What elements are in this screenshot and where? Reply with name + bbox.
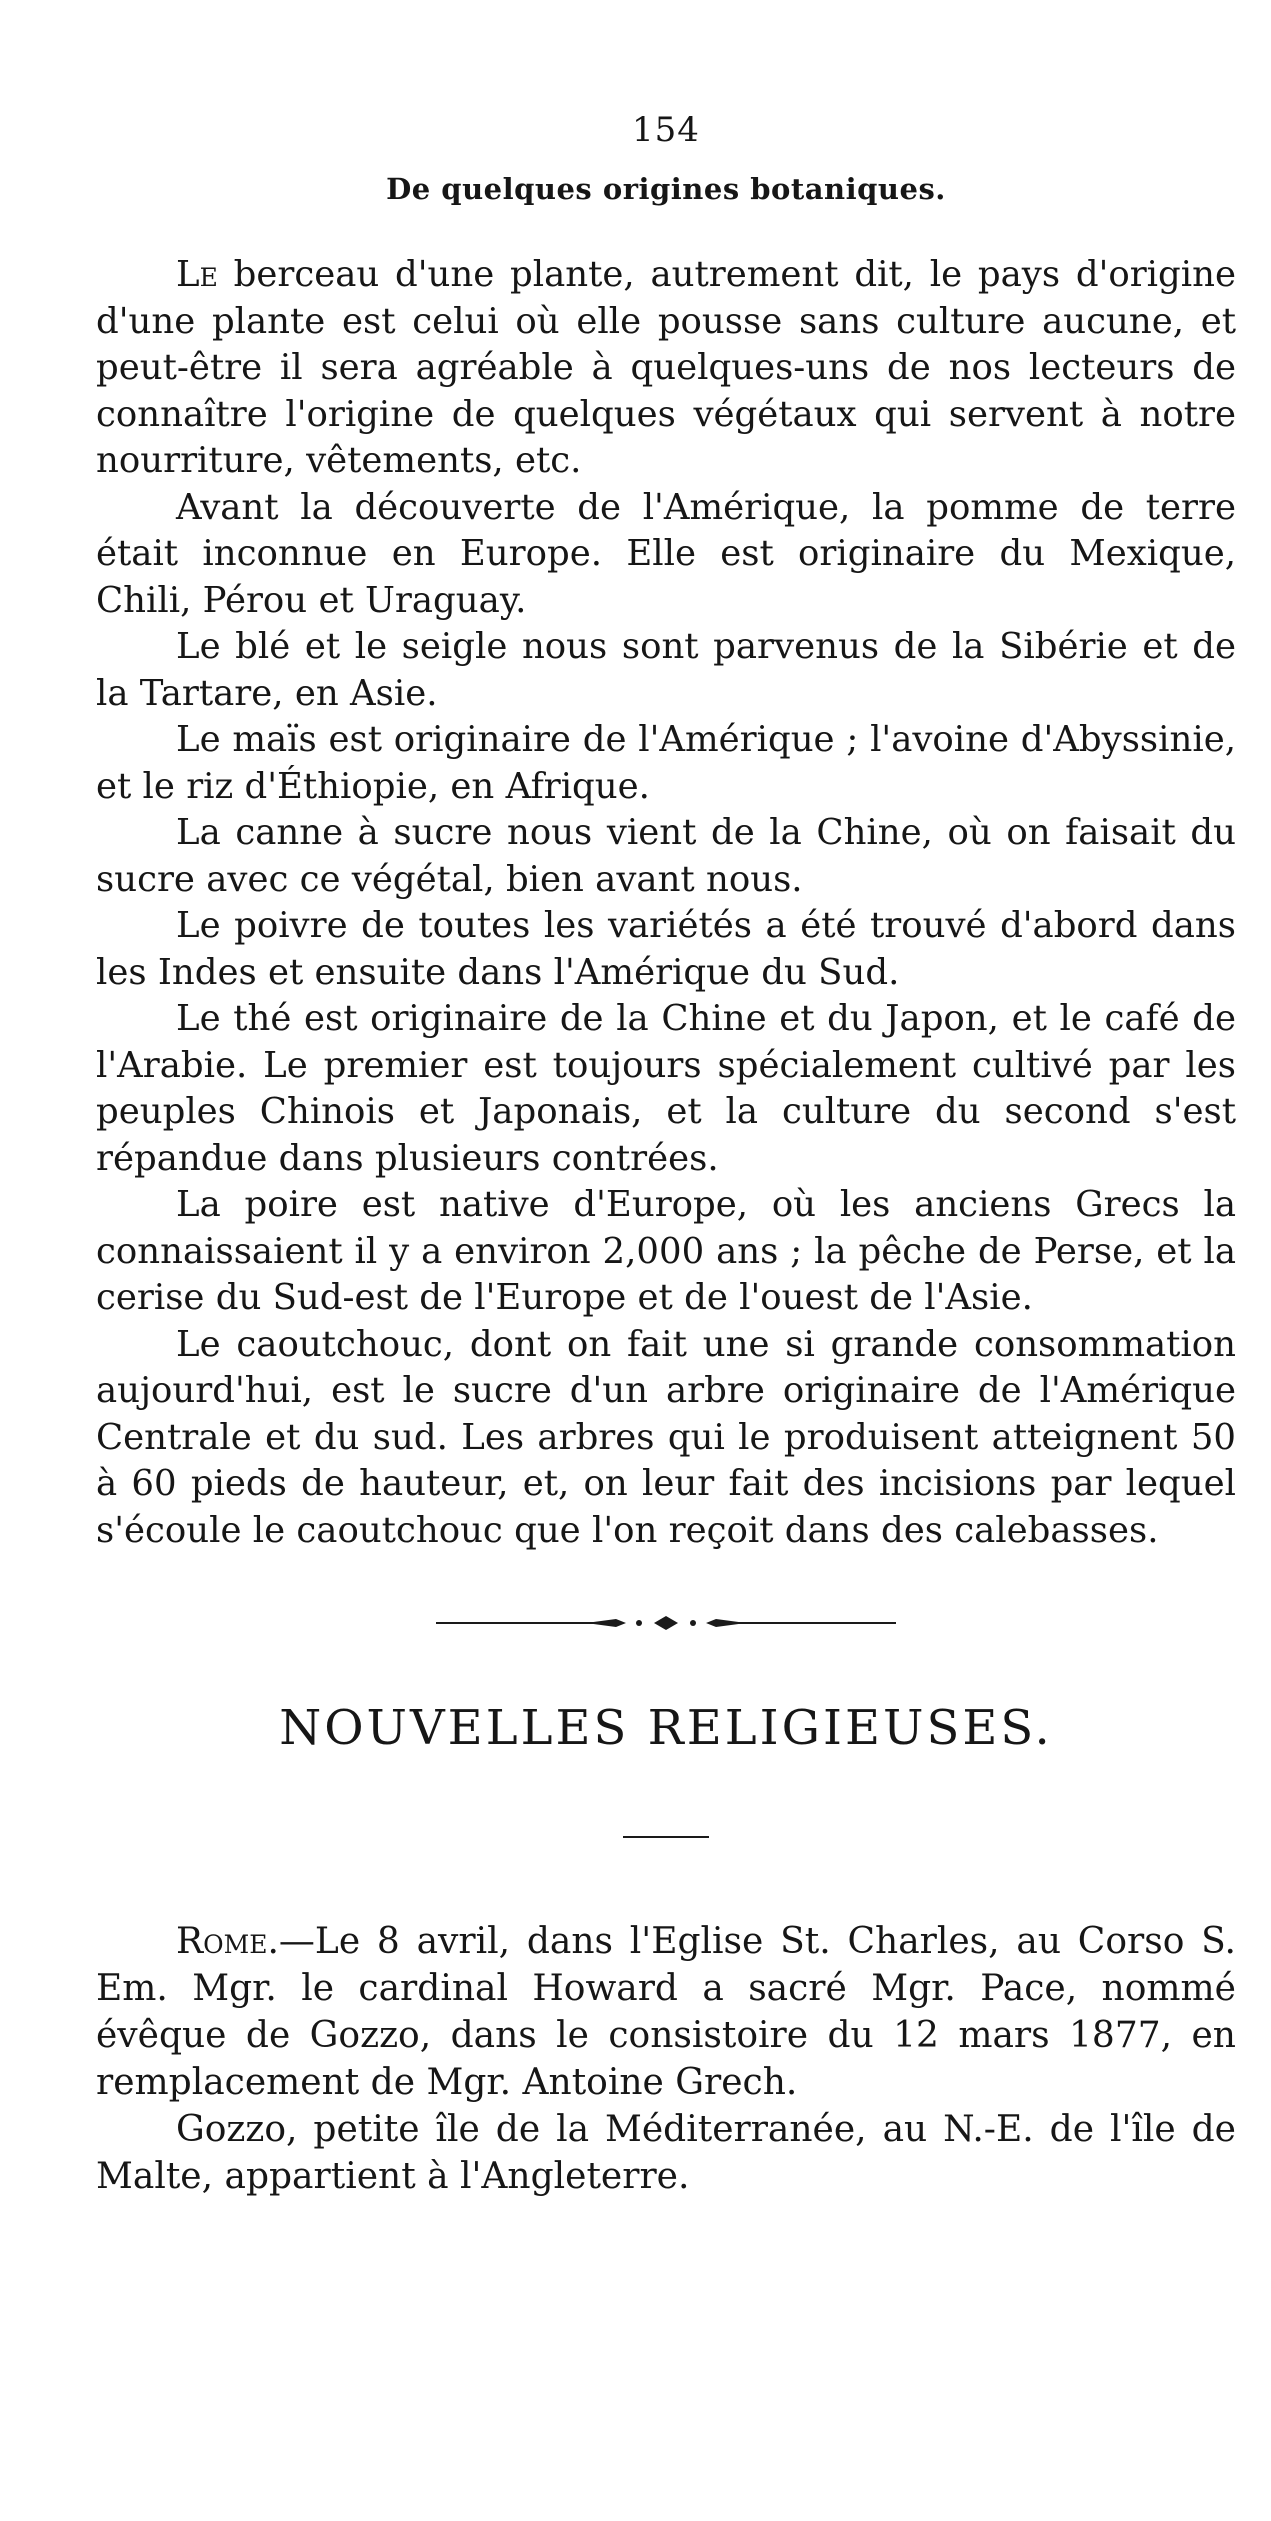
news-body [96,1918,1236,2200]
article-body [96,252,1236,1554]
article-paragraph: Le thé est originaire de la Chine et du Japon, et le café de l'Arabie. Le premier est toujours spécialement cultivé par les peuples Chinois et Japonais, et la culture du second s'est répandue dans plusieurs contrées. [96,998,1236,1179]
article-paragraph: Le poivre de toutes les variétés a été trouvé d'abord dans les Indes et ensuite dans l'Amérique du Sud. [96,905,1236,993]
short-divider [623,1836,709,1838]
article-paragraph: Le maïs est originaire de l'Amérique ; l'avoine d'Abyssinie, et le riz d'Éthiopie, en Afrique. [96,719,1236,807]
article-title: De quelques origines botaniques. [386,172,946,206]
page-number: 154 [632,110,700,150]
article-paragraph: Avant la découverte de l'Amérique, la pomme de terre était inconnue en Europe. Elle est originaire du Mexique, Chili, Pérou et Uraguay. [96,486,1236,621]
section-title: NOUVELLES RELIGIEUSES. [279,1700,1053,1756]
place-lead: Rome. [176,1921,279,1962]
ornamental-divider [436,1614,896,1632]
page [96,110,1236,2200]
drop-lead: Le [176,254,218,295]
paragraph-text: —Le 8 avril, dans l'Eglise St. Charles, au Corso S. Em. Mgr. le cardinal Howard a sacré Mgr. Pace, nommé évêque de Gozzo, dans le consistoire du 12 mars 1877, en remplacement de Mgr. Antoine Grech. [96,1921,1236,2103]
news-paragraph: Gozzo, petite île de la Méditerranée, au N.-E. de l'île de Malte, appartient à l'Angleterre. [96,2109,1236,2197]
article-paragraph: La canne à sucre nous vient de la Chine, où on faisait du sucre avec ce végétal, bien avant nous. [96,812,1236,900]
news-paragraph [96,1918,1236,2106]
article-paragraph [96,252,1236,485]
article-paragraph: La poire est native d'Europe, où les anciens Grecs la connaissaient il y a environ 2,000 ans ; la pêche de Perse, et la cerise du Sud-est de l'Europe et de l'ouest de l'Asie. [96,1184,1236,1318]
article-paragraph: Le caoutchouc, dont on fait une si grande consommation aujourd'hui, est le sucre d'un arbre originaire de l'Amérique Centrale et du sud. Les arbres qui le produisent atteignent 50 à 60 pieds de hauteur, et, on leur fait des incisions par lequel s'écoule le caoutchouc que l'on reçoit dans des calebasses. [96,1323,1236,1551]
article-paragraph: Le blé et le seigle nous sont parvenus de la Sibérie et de la Tartare, en Asie. [96,626,1236,714]
paragraph-text: berceau d'une plante, autrement dit, le pays d'origine d'une plante est celui où elle pousse sans culture aucune, et peut-être il sera agréable à quelques-uns de nos lecteurs de connaître l'origine de quelques végétaux qui servent à notre nourriture, vêtements, etc. [96,254,1236,481]
